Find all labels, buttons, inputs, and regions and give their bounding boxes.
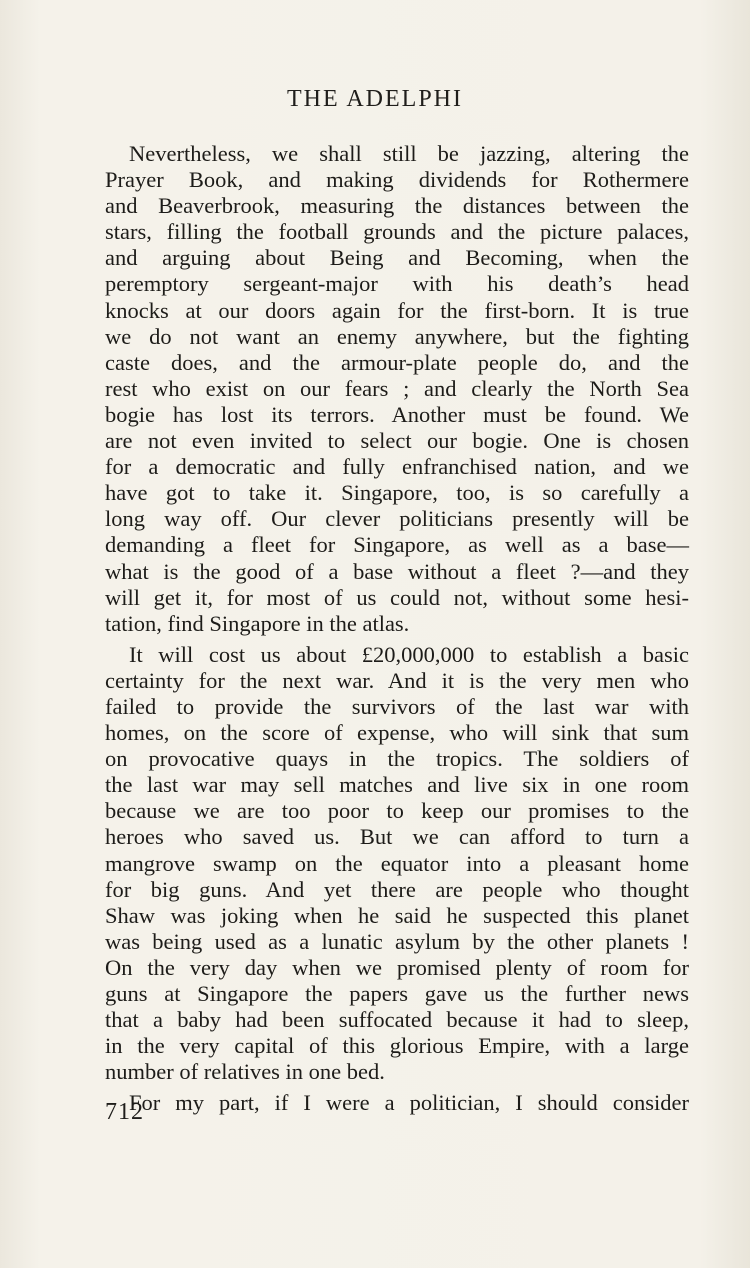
text-line: mangrove swamp on the equator into a pleasant home: [105, 850, 689, 876]
text-line: On the very day when we promised plenty of room for: [105, 954, 689, 980]
text-line: we do not want an enemy anywhere, but the fighting: [105, 323, 689, 349]
text-line: and Beaverbrook, measuring the distances between the: [105, 193, 689, 219]
text-line: demanding a fleet for Singapore, as well as a base—: [105, 532, 689, 558]
text-line: the last war may sell matches and live six in one room: [105, 772, 689, 798]
text-line: in the very capital of this glorious Empire, with a large: [105, 1033, 689, 1059]
text-line: failed to provide the survivors of the last war with: [105, 693, 689, 719]
text-line: bogie has lost its terrors. Another must be found. We: [105, 401, 689, 427]
text-line: what is the good of a base without a fleet ?—and they: [105, 558, 689, 584]
text-line: will get it, for most of us could not, without some hesi-: [105, 584, 689, 610]
text-line: for a democratic and fully enfranchised nation, and we: [105, 454, 689, 480]
text-line: heroes who saved us. But we can afford to turn a: [105, 824, 689, 850]
paragraph: [105, 642, 689, 1086]
text-line: and arguing about Being and Becoming, when the: [105, 245, 689, 271]
paragraph: [105, 141, 689, 637]
body-text: [105, 141, 689, 1116]
text-line: number of relatives in one bed.: [105, 1059, 385, 1085]
text-line: caste does, and the armour-plate people do, and the: [105, 349, 689, 375]
running-head: THE ADELPHI: [287, 86, 463, 112]
text-line: certainty for the next war. And it is the very men who: [105, 667, 689, 693]
text-line: because we are too poor to keep our promises to the: [105, 798, 689, 824]
text-line: for big guns. And yet there are people who thought: [105, 876, 689, 902]
text-line: peremptory sergeant-major with his death’s head: [105, 271, 689, 297]
text-line: homes, on the score of expense, who will sink that sum: [105, 720, 689, 746]
text-line: are not even invited to select our bogie. One is chosen: [105, 428, 689, 454]
page-number: 712: [105, 1099, 144, 1125]
text-line: knocks at our doors again for the first-born. It is true: [105, 297, 689, 323]
text-line: guns at Singapore the papers gave us the further news: [105, 981, 689, 1006]
text-line: have got to take it. Singapore, too, is so carefully a: [105, 480, 689, 506]
text-line: rest who exist on our fears ; and clearly the North Sea: [105, 375, 689, 401]
text-line: that a baby had been suffocated because it had to sleep,: [105, 1007, 689, 1033]
text-line: Nevertheless, we shall still be jazzing, altering the: [129, 141, 689, 166]
text-line: Shaw was joking when he said he suspected this planet: [105, 902, 689, 928]
text-line: It will cost us about £20,000,000 to establish a basic: [129, 641, 689, 667]
text-line: For my part, if I were a politician, I should consider: [129, 1090, 689, 1116]
text-line: Prayer Book, and making dividends for Rothermere: [105, 167, 689, 193]
paragraph: [105, 1090, 689, 1116]
text-line: on provocative quays in the tropics. The soldiers of: [105, 746, 689, 772]
text-line: was being used as a lunatic asylum by the other planets !: [105, 928, 689, 954]
text-line: stars, filling the football grounds and the picture palaces,: [105, 219, 689, 245]
text-line: long way off. Our clever politicians presently will be: [105, 506, 689, 532]
text-line: tation, find Singapore in the atlas.: [105, 610, 410, 636]
